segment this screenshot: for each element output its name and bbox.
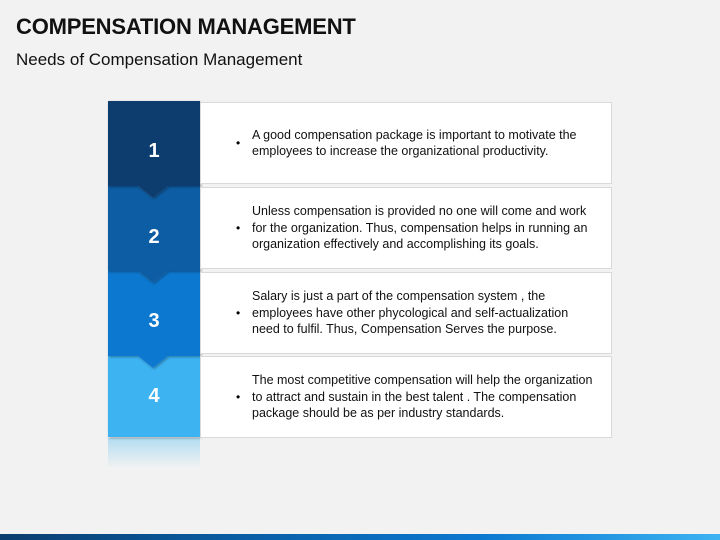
page-subtitle: Needs of Compensation Management [16, 50, 303, 69]
page-title: COMPENSATION MANAGEMENT [16, 14, 356, 39]
bullet-icon: • [236, 136, 241, 150]
step-text-box-1 [200, 102, 612, 184]
step-number-2: 2 [148, 226, 160, 248]
step-number-1: 1 [148, 140, 160, 162]
step-text-box-2 [200, 187, 612, 269]
step-number-3: 3 [148, 310, 160, 332]
step-text-3: Salary is just a part of the compensation system , the employees have other phycological and self-actualization need to fulfil. Thus, Compensation Serves the purpose. [252, 289, 569, 337]
step-number-4: 4 [148, 385, 160, 407]
step-text-box-3 [200, 272, 612, 354]
bullet-icon: • [236, 221, 241, 235]
step-text-1: A good compensation package is important to motivate the employees to increase the organizational productivity. [252, 127, 577, 158]
step-text-2: Unless compensation is provided no one will come and work for the organization. Thus, compensation helps in running an organization effectively and accomplishing its goals. [252, 204, 588, 252]
step-text-box-4 [200, 356, 612, 438]
bullet-icon: • [236, 306, 241, 320]
footer-color-bar [0, 534, 720, 540]
bullet-icon: • [236, 390, 241, 404]
step-reflection [108, 438, 200, 468]
step-text-4: The most competitive compensation will help the organization to attract and sustain in the best talent . The compensation package should be as per industry standards. [252, 373, 593, 421]
